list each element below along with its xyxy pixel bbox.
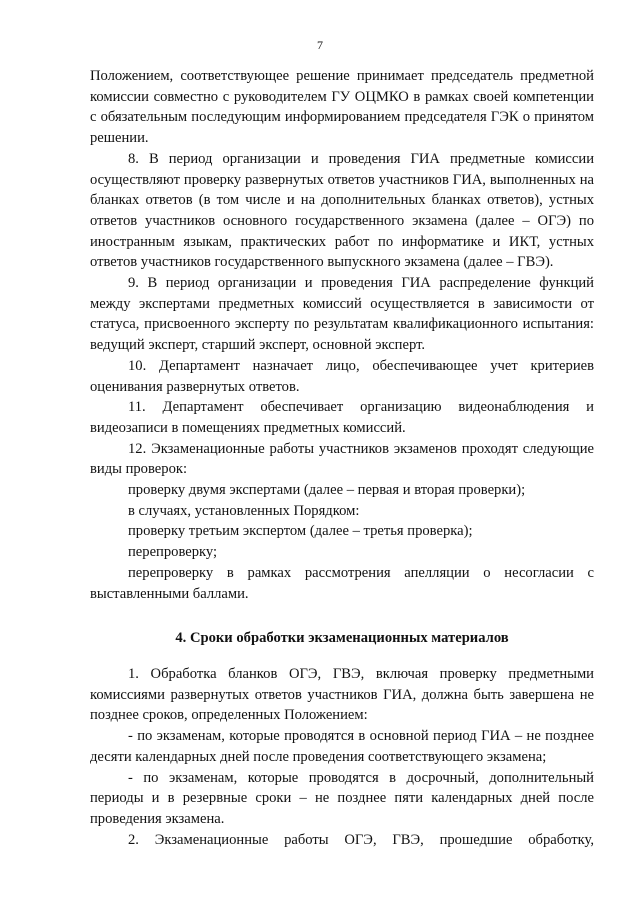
check-item-1: проверку двумя экспертами (далее – первая и вторая проверки); [128,482,526,499]
paragraph-12: 12. Экзаменационные работы участников экзаменов проходят следующие виды проверок: [90,440,594,478]
check-item-5: перепроверку в рамках рассмотрения апелляции о несогласии с выставленными баллами. [90,564,594,602]
section-4-item-a: - по экзаменам, которые проводятся в основной период ГИА – не позднее десяти календарных дней после проведения соответствующего экзамена; [90,728,594,765]
paragraph-8: 8. В период организации и проведения ГИА предметные комиссии осуществляют проверку развернутых ответов участников ГИА, выполненных на бланках ответов (в том числе и на дополнительных бланках ответов), устных ответов участников основного государственного экзамена (далее – ОГЭ) по иностранным языкам, практических работ по информатике и ИКТ, устных ответов участников государственного выпускного экзамена (далее – ГВЭ). [90,150,594,271]
check-item-3: проверку третьим экспертом (далее – третья проверка); [128,523,473,540]
section-4-item-b: - по экзаменам, которые проводятся в досрочный, дополнительный периоды и в резервные сроки – не позднее пяти календарных дней после проведения экзамена. [90,769,594,827]
section-4-heading: 4. Сроки обработки экзаменационных материалов [175,630,509,647]
check-item-4: перепроверку; [128,544,218,561]
paragraph-9: 9. В период организации и проведения ГИА распределение функций между экспертами предметных комиссий осуществляется в зависимости от статуса, присвоенного эксперту по результатам квалификационного испытания: ведущий эксперт, старший эксперт, основной эксперт. [90,275,594,354]
page-number: 7 [317,38,323,52]
check-item-2: в случаях, установленных Порядком: [128,502,360,519]
paragraph-11: 11. Департамент обеспечивает организацию видеонаблюдения и видеозаписи в помещениях предметных комиссий. [90,399,594,436]
paragraph-10: 10. Департамент назначает лицо, обеспечивающее учет критериев оценивания развернутых ответов. [90,357,594,395]
section-4-paragraph-1: 1. Обработка бланков ОГЭ, ГВЭ, включая проверку предметными комиссиями развернутых ответов участников ГИА, должна быть завершена не позднее сроков, определенных Положением: [90,665,594,724]
section-4-paragraph-2: 2. Экзаменационные работы ОГЭ, ГВЭ, прошедшие обработку, [128,831,594,848]
paragraph-continuation: Положением, соответствующее решение принимает председатель предметной комиссии совместно с руководителем ГУ ОЦМКО в рамках своей компетенции с обязательным последующим информированием председателя ГЭК о принятом решении. [90,68,594,147]
document-body [90,66,594,850]
